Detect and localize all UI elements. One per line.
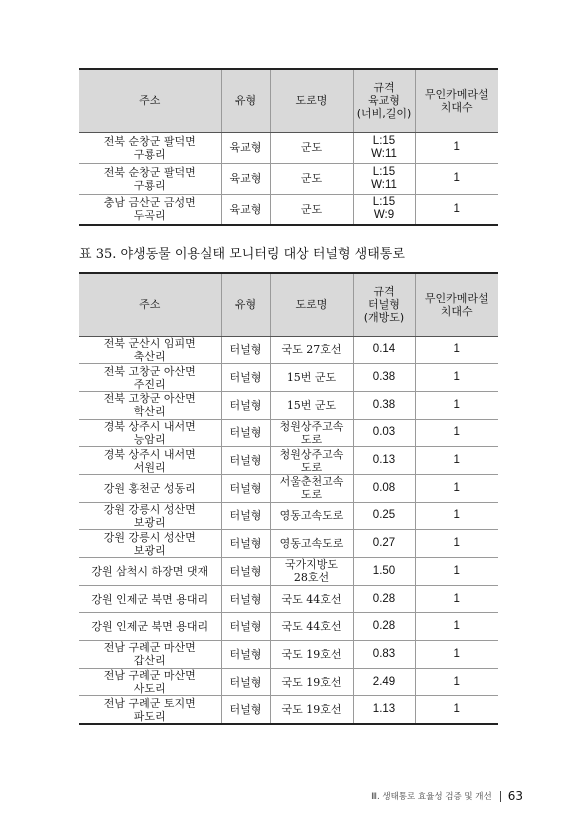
road-cell: 15번 군도: [270, 364, 353, 392]
road-cell: 군도: [270, 194, 353, 225]
overpass-table-header: [79, 69, 498, 132]
camera-count-cell: 1: [415, 447, 498, 475]
spec-cell: 0.13: [353, 447, 415, 475]
camera-count-cell: 1: [415, 132, 498, 163]
table-row: [79, 502, 498, 530]
table-row: [79, 419, 498, 447]
spec-cell: 2.49: [353, 668, 415, 696]
table-row: [79, 364, 498, 392]
road-cell: 국도 19호선: [270, 668, 353, 696]
road-cell: 국가지방도 28호선: [270, 558, 353, 586]
camera-count-cell: 1: [415, 613, 498, 641]
spec-cell: 0.08: [353, 474, 415, 502]
camera-count-cell: 1: [415, 668, 498, 696]
table-row: [79, 474, 498, 502]
overpass-table: [79, 68, 498, 226]
type-cell: 터널형: [221, 530, 270, 558]
spec-cell: 0.03: [353, 419, 415, 447]
address-cell: 전북 순창군 팔덕면 구룡리: [79, 163, 221, 194]
type-cell: 육교형: [221, 132, 270, 163]
camera-count-cell: 1: [415, 336, 498, 364]
table-caption: 표 35. 야생동물 이용실태 모니터링 대상 터널형 생태통로: [79, 247, 405, 262]
table-row: [79, 696, 498, 724]
address-cell: 강원 강릉시 성산면 보광리: [79, 502, 221, 530]
address-cell: 강원 인제군 북면 용대리: [79, 585, 221, 613]
column-header: 무인카메라설 치대수: [415, 273, 498, 336]
road-cell: 국도 27호선: [270, 336, 353, 364]
spec-cell: 1.13: [353, 696, 415, 724]
type-cell: 터널형: [221, 447, 270, 475]
column-header: 규격 터널형 (개방도): [353, 273, 415, 336]
address-cell: 강원 삼척시 하장면 댓재: [79, 558, 221, 586]
road-cell: 국도 19호선: [270, 696, 353, 724]
address-cell: 전북 군산시 임피면 축산리: [79, 336, 221, 364]
spec-cell: 0.38: [353, 391, 415, 419]
camera-count-cell: 1: [415, 391, 498, 419]
address-cell: 경북 상주시 내서면 능암리: [79, 419, 221, 447]
column-header: 도로명: [270, 273, 353, 336]
table-row: [79, 391, 498, 419]
type-cell: 육교형: [221, 194, 270, 225]
spec-cell: 0.27: [353, 530, 415, 558]
table-row: [79, 558, 498, 586]
road-cell: 청원상주고속 도로: [270, 419, 353, 447]
column-header: 유형: [221, 69, 270, 132]
table-row: [79, 530, 498, 558]
address-cell: 강원 홍천군 성동리: [79, 474, 221, 502]
column-header: 주소: [79, 69, 221, 132]
road-cell: 15번 군도: [270, 391, 353, 419]
camera-count-cell: 1: [415, 419, 498, 447]
road-cell: 청원상주고속 도로: [270, 447, 353, 475]
overpass-table-body: [79, 132, 498, 225]
type-cell: 터널형: [221, 502, 270, 530]
type-cell: 터널형: [221, 364, 270, 392]
page-number: 63: [507, 789, 523, 803]
spec-cell: 0.25: [353, 502, 415, 530]
footer-divider: [500, 791, 501, 802]
address-cell: 전남 구례군 토지면 파도리: [79, 696, 221, 724]
spec-cell: 0.28: [353, 613, 415, 641]
table-row: [79, 336, 498, 364]
table-row: [79, 668, 498, 696]
camera-count-cell: 1: [415, 696, 498, 724]
camera-count-cell: 1: [415, 194, 498, 225]
table-row: [79, 585, 498, 613]
road-cell: 국도 44호선: [270, 613, 353, 641]
column-header: 규격 육교형 (너비,길이): [353, 69, 415, 132]
camera-count-cell: 1: [415, 364, 498, 392]
table-row: [79, 613, 498, 641]
address-cell: 전북 고창군 아산면 주진리: [79, 364, 221, 392]
column-header: 도로명: [270, 69, 353, 132]
table-row: [79, 194, 498, 225]
table-row: [79, 447, 498, 475]
camera-count-cell: 1: [415, 474, 498, 502]
address-cell: 전남 구례군 마산면 갑산리: [79, 641, 221, 669]
camera-count-cell: 1: [415, 163, 498, 194]
road-cell: 국도 19호선: [270, 641, 353, 669]
address-cell: 전남 구례군 마산면 사도리: [79, 668, 221, 696]
spec-cell: 0.14: [353, 336, 415, 364]
tunnel-table-header: [79, 273, 498, 336]
table-row: [79, 641, 498, 669]
road-cell: 군도: [270, 132, 353, 163]
spec-cell: 0.83: [353, 641, 415, 669]
address-cell: 경북 상주시 내서면 서원리: [79, 447, 221, 475]
road-cell: 영동고속도로: [270, 530, 353, 558]
camera-count-cell: 1: [415, 530, 498, 558]
header-row: [79, 69, 498, 132]
address-cell: 전북 순창군 팔덕면 구룡리: [79, 132, 221, 163]
tunnel-table: [79, 272, 498, 725]
road-cell: 군도: [270, 163, 353, 194]
camera-count-cell: 1: [415, 502, 498, 530]
road-cell: 국도 44호선: [270, 585, 353, 613]
camera-count-cell: 1: [415, 585, 498, 613]
address-cell: 충남 금산군 금성면 두곡리: [79, 194, 221, 225]
camera-count-cell: 1: [415, 558, 498, 586]
type-cell: 터널형: [221, 391, 270, 419]
page-footer: [371, 789, 523, 803]
type-cell: 터널형: [221, 474, 270, 502]
tunnel-table-body: [79, 336, 498, 724]
address-cell: 강원 강릉시 성산면 보광리: [79, 530, 221, 558]
table-row: [79, 132, 498, 163]
spec-cell: 0.38: [353, 364, 415, 392]
type-cell: 터널형: [221, 613, 270, 641]
type-cell: 육교형: [221, 163, 270, 194]
table-row: [79, 163, 498, 194]
type-cell: 터널형: [221, 336, 270, 364]
type-cell: 터널형: [221, 668, 270, 696]
address-cell: 강원 인제군 북면 용대리: [79, 613, 221, 641]
type-cell: 터널형: [221, 585, 270, 613]
type-cell: 터널형: [221, 419, 270, 447]
road-cell: 영동고속도로: [270, 502, 353, 530]
camera-count-cell: 1: [415, 641, 498, 669]
type-cell: 터널형: [221, 696, 270, 724]
type-cell: 터널형: [221, 641, 270, 669]
column-header: 주소: [79, 273, 221, 336]
column-header: 유형: [221, 273, 270, 336]
header-row: [79, 273, 498, 336]
spec-cell: 0.28: [353, 585, 415, 613]
spec-cell: L:15 W:9: [353, 194, 415, 225]
spec-cell: L:15 W:11: [353, 163, 415, 194]
spec-cell: 1.50: [353, 558, 415, 586]
road-cell: 서울춘천고속 도로: [270, 474, 353, 502]
address-cell: 전북 고창군 아산면 학산리: [79, 391, 221, 419]
type-cell: 터널형: [221, 558, 270, 586]
column-header: 무인카메라설 치대수: [415, 69, 498, 132]
footer-section-title: Ⅲ. 생태통로 효율성 검증 및 개선: [371, 792, 492, 802]
spec-cell: L:15 W:11: [353, 132, 415, 163]
